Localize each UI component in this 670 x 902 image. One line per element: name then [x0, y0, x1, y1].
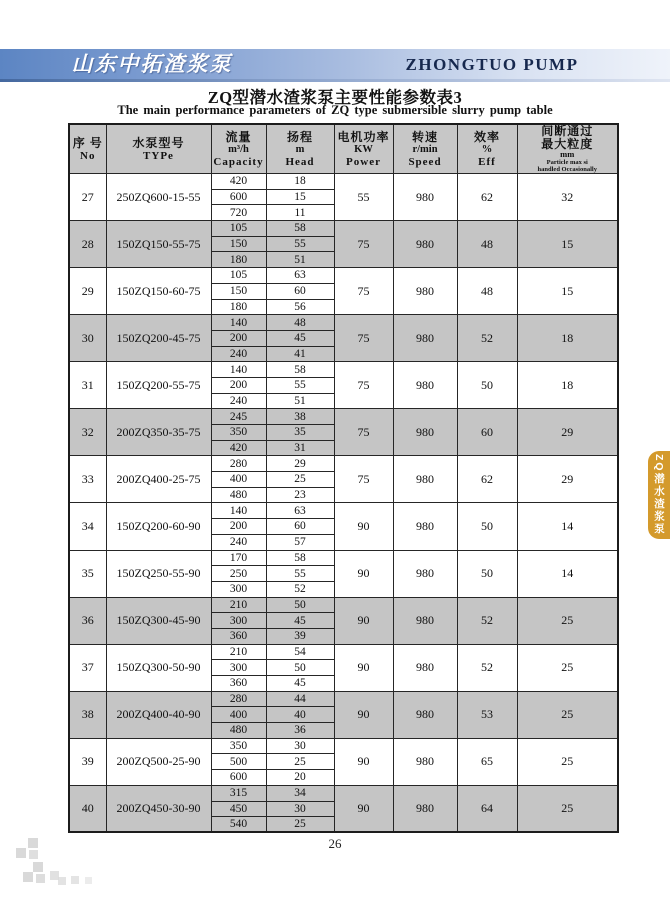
particle-value: 25	[517, 738, 618, 785]
row-type: 150ZQ200-60-90	[106, 503, 211, 550]
head-value: 50	[266, 660, 334, 676]
row-type: 250ZQ600-15-55	[106, 174, 211, 221]
head-value: 60	[266, 519, 334, 535]
capacity-value: 150	[211, 236, 266, 252]
particle-value: 15	[517, 221, 618, 268]
particle-value: 29	[517, 456, 618, 503]
eff-value: 53	[457, 691, 517, 738]
particle-value: 14	[517, 550, 618, 597]
head-value: 45	[266, 330, 334, 346]
page-number: 26	[328, 836, 342, 851]
pump-sub-row	[69, 644, 618, 660]
capacity-value: 540	[211, 817, 266, 833]
power-value: 75	[334, 315, 393, 362]
power-value: 90	[334, 644, 393, 691]
power-value: 55	[334, 174, 393, 221]
head-value: 20	[266, 770, 334, 786]
particle-value: 25	[517, 691, 618, 738]
speed-value: 980	[393, 550, 457, 597]
row-no: 30	[69, 315, 106, 362]
capacity-value: 500	[211, 754, 266, 770]
capacity-value: 180	[211, 299, 266, 315]
head-value: 15	[266, 189, 334, 205]
particle-value: 14	[517, 503, 618, 550]
eff-value: 52	[457, 597, 517, 644]
head-value: 18	[266, 174, 334, 190]
head-value: 52	[266, 581, 334, 597]
power-value: 75	[334, 362, 393, 409]
capacity-value: 240	[211, 346, 266, 362]
row-no: 36	[69, 597, 106, 644]
deco-square	[28, 838, 38, 848]
capacity-value: 200	[211, 519, 266, 535]
capacity-value: 180	[211, 252, 266, 268]
pump-sub-row	[69, 550, 618, 566]
head-value: 55	[266, 377, 334, 393]
head-value: 35	[266, 425, 334, 441]
head-value: 55	[266, 236, 334, 252]
head-value: 30	[266, 801, 334, 817]
particle-value: 25	[517, 785, 618, 832]
head-value: 36	[266, 723, 334, 739]
capacity-value: 210	[211, 644, 266, 660]
col-header-no: 序 号 No	[69, 124, 106, 174]
eff-value: 50	[457, 362, 517, 409]
head-value: 25	[266, 817, 334, 833]
pump-sub-row	[69, 174, 618, 190]
speed-value: 980	[393, 738, 457, 785]
head-value: 11	[266, 205, 334, 221]
row-no: 32	[69, 409, 106, 456]
head-value: 58	[266, 550, 334, 566]
power-value: 75	[334, 409, 393, 456]
capacity-value: 150	[211, 283, 266, 299]
eff-value: 50	[457, 503, 517, 550]
col-header-capacity: 流量 m³/h Capacity	[211, 124, 266, 174]
head-value: 50	[266, 597, 334, 613]
capacity-value: 420	[211, 440, 266, 456]
speed-value: 980	[393, 691, 457, 738]
head-value: 30	[266, 738, 334, 754]
speed-value: 980	[393, 221, 457, 268]
row-no: 29	[69, 268, 106, 315]
capacity-value: 210	[211, 597, 266, 613]
head-value: 51	[266, 252, 334, 268]
capacity-value: 600	[211, 770, 266, 786]
row-no: 31	[69, 362, 106, 409]
head-value: 57	[266, 534, 334, 550]
particle-value: 18	[517, 315, 618, 362]
row-type: 200ZQ400-25-75	[106, 456, 211, 503]
row-type: 150ZQ200-55-75	[106, 362, 211, 409]
row-type: 150ZQ150-55-75	[106, 221, 211, 268]
power-value: 90	[334, 691, 393, 738]
deco-square	[85, 877, 92, 884]
pump-sub-row	[69, 456, 618, 472]
power-value: 90	[334, 550, 393, 597]
head-value: 41	[266, 346, 334, 362]
speed-value: 980	[393, 409, 457, 456]
capacity-value: 360	[211, 676, 266, 692]
capacity-value: 600	[211, 189, 266, 205]
pump-sub-row	[69, 691, 618, 707]
row-type: 200ZQ350-35-75	[106, 409, 211, 456]
power-value: 75	[334, 456, 393, 503]
capacity-value: 245	[211, 409, 266, 425]
head-value: 23	[266, 487, 334, 503]
pump-parameters-table	[68, 123, 619, 833]
eff-value: 62	[457, 456, 517, 503]
capacity-value: 300	[211, 581, 266, 597]
capacity-value: 280	[211, 456, 266, 472]
pump-sub-row	[69, 597, 618, 613]
head-value: 58	[266, 362, 334, 378]
pump-sub-row	[69, 503, 618, 519]
col-header-type: 水泵型号 TYPe	[106, 124, 211, 174]
col-header-particle: 间断通过 最大粒度 mm Particle max si handled Occasionally	[517, 124, 618, 174]
row-type: 150ZQ300-45-90	[106, 597, 211, 644]
particle-value: 25	[517, 597, 618, 644]
head-value: 29	[266, 456, 334, 472]
head-value: 55	[266, 566, 334, 582]
particle-value: 25	[517, 644, 618, 691]
pump-sub-row	[69, 738, 618, 754]
row-type: 150ZQ200-45-75	[106, 315, 211, 362]
capacity-value: 360	[211, 628, 266, 644]
particle-value: 32	[517, 174, 618, 221]
capacity-value: 450	[211, 801, 266, 817]
eff-value: 62	[457, 174, 517, 221]
eff-value: 64	[457, 785, 517, 832]
capacity-value: 280	[211, 691, 266, 707]
row-no: 39	[69, 738, 106, 785]
speed-value: 980	[393, 174, 457, 221]
head-value: 39	[266, 628, 334, 644]
capacity-value: 480	[211, 723, 266, 739]
capacity-value: 250	[211, 566, 266, 582]
row-type: 150ZQ300-50-90	[106, 644, 211, 691]
row-type: 200ZQ400-40-90	[106, 691, 211, 738]
speed-value: 980	[393, 362, 457, 409]
row-no: 27	[69, 174, 106, 221]
capacity-value: 480	[211, 487, 266, 503]
capacity-value: 140	[211, 503, 266, 519]
power-value: 75	[334, 221, 393, 268]
head-value: 45	[266, 613, 334, 629]
pump-sub-row	[69, 409, 618, 425]
section-side-tab	[648, 451, 670, 539]
row-type: 200ZQ450-30-90	[106, 785, 211, 832]
head-value: 40	[266, 707, 334, 723]
power-value: 90	[334, 785, 393, 832]
eff-value: 52	[457, 644, 517, 691]
power-value: 90	[334, 738, 393, 785]
deco-square	[71, 876, 79, 884]
pump-sub-row	[69, 221, 618, 237]
col-header-eff: 效率 % Eff	[457, 124, 517, 174]
pump-sub-row	[69, 785, 618, 801]
head-value: 60	[266, 283, 334, 299]
row-no: 28	[69, 221, 106, 268]
eff-value: 52	[457, 315, 517, 362]
capacity-value: 240	[211, 393, 266, 409]
capacity-value: 200	[211, 330, 266, 346]
capacity-value: 170	[211, 550, 266, 566]
row-type: 150ZQ150-60-75	[106, 268, 211, 315]
head-value: 51	[266, 393, 334, 409]
power-value: 90	[334, 503, 393, 550]
eff-value: 48	[457, 268, 517, 315]
capacity-value: 140	[211, 362, 266, 378]
particle-value: 29	[517, 409, 618, 456]
pump-table-body	[69, 174, 618, 833]
head-value: 25	[266, 472, 334, 488]
eff-value: 65	[457, 738, 517, 785]
head-value: 38	[266, 409, 334, 425]
section-side-tab-label: ZQ潜水渣浆泵	[653, 454, 665, 536]
speed-value: 980	[393, 503, 457, 550]
particle-value: 15	[517, 268, 618, 315]
capacity-value: 105	[211, 268, 266, 284]
capacity-value: 240	[211, 534, 266, 550]
brand-bar	[0, 49, 670, 79]
capacity-value: 400	[211, 472, 266, 488]
head-value: 34	[266, 785, 334, 801]
eff-value: 60	[457, 409, 517, 456]
capacity-value: 300	[211, 660, 266, 676]
page-title-cn: ZQ型潜水渣浆泵主要性能参数表3	[207, 88, 463, 107]
deco-square	[16, 848, 26, 858]
row-no: 35	[69, 550, 106, 597]
pump-sub-row	[69, 268, 618, 284]
brand-logo-en: ZHONGTUO PUMP	[405, 55, 579, 74]
capacity-value: 105	[211, 221, 266, 237]
power-value: 75	[334, 268, 393, 315]
capacity-value: 315	[211, 785, 266, 801]
power-value: 90	[334, 597, 393, 644]
head-value: 54	[266, 644, 334, 660]
head-value: 45	[266, 676, 334, 692]
row-no: 33	[69, 456, 106, 503]
head-value: 58	[266, 221, 334, 237]
capacity-value: 300	[211, 613, 266, 629]
capacity-value: 720	[211, 205, 266, 221]
head-value: 63	[266, 503, 334, 519]
head-value: 56	[266, 299, 334, 315]
deco-square	[36, 874, 45, 883]
speed-value: 980	[393, 456, 457, 503]
capacity-value: 200	[211, 377, 266, 393]
head-value: 25	[266, 754, 334, 770]
speed-value: 980	[393, 268, 457, 315]
table-header	[69, 124, 618, 174]
speed-value: 980	[393, 315, 457, 362]
eff-value: 48	[457, 221, 517, 268]
deco-square	[29, 850, 38, 859]
pump-sub-row	[69, 362, 618, 378]
capacity-value: 350	[211, 425, 266, 441]
speed-value: 980	[393, 597, 457, 644]
speed-value: 980	[393, 644, 457, 691]
head-value: 31	[266, 440, 334, 456]
row-type: 150ZQ250-55-90	[106, 550, 211, 597]
capacity-value: 140	[211, 315, 266, 331]
particle-value: 18	[517, 362, 618, 409]
head-value: 44	[266, 691, 334, 707]
capacity-value: 400	[211, 707, 266, 723]
brand-logo-cn: 山东中拓渣浆泵	[71, 52, 233, 76]
row-no: 38	[69, 691, 106, 738]
col-header-power: 电机功率 KW Power	[334, 124, 393, 174]
deco-square	[33, 862, 43, 872]
page-title-en: The main performance parameters of ZQ type submersible slurry pump table	[117, 103, 553, 117]
row-no: 40	[69, 785, 106, 832]
row-type: 200ZQ500-25-90	[106, 738, 211, 785]
row-no: 34	[69, 503, 106, 550]
pump-sub-row	[69, 315, 618, 331]
deco-square	[58, 877, 66, 885]
col-header-head: 扬程 m Head	[266, 124, 334, 174]
head-value: 63	[266, 268, 334, 284]
speed-value: 980	[393, 785, 457, 832]
capacity-value: 420	[211, 174, 266, 190]
deco-square	[23, 872, 33, 882]
col-header-speed: 转速 r/min Speed	[393, 124, 457, 174]
capacity-value: 350	[211, 738, 266, 754]
row-no: 37	[69, 644, 106, 691]
head-value: 48	[266, 315, 334, 331]
eff-value: 50	[457, 550, 517, 597]
